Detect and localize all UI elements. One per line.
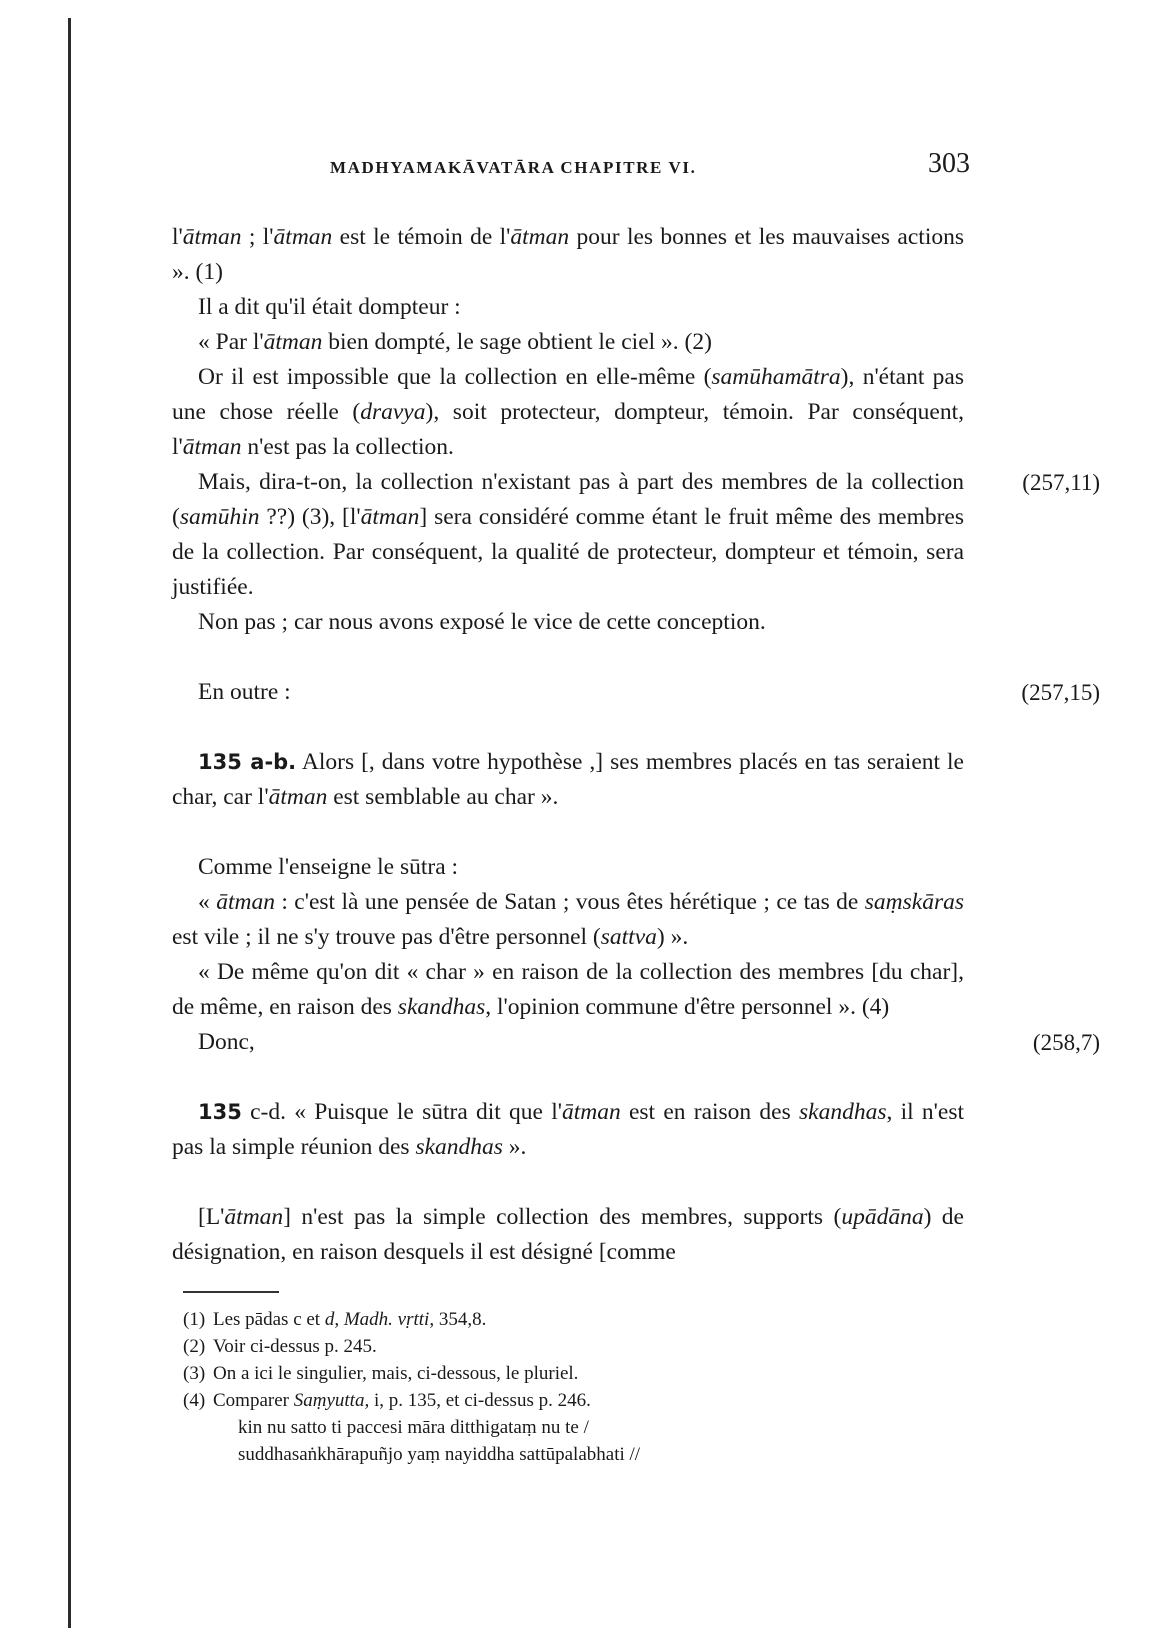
marginal-reference: (258,7) — [1032, 1030, 1100, 1055]
paragraph: Or il est impossible que la collection en elle-même (samūhamātra), n'étant pas une chose réelle (dravya), soit protecteur, dompteur, témoin. Par conséquent, l'ātman n'est pas la collection. — [172, 364, 964, 460]
binding-edge — [68, 18, 71, 1628]
verse-paragraph: 135 c-d. « Puisque le sūtra dit que l'ātman est en raison des skandhas, il n'est pas la simple réunion des skandhas ». — [172, 1099, 964, 1160]
footnote: (3) On a ici le singulier, mais, ci-dessous, le pluriel. — [183, 1360, 883, 1387]
page-header — [330, 148, 970, 179]
running-title: MADHYAMAKĀVATĀRA CHAPITRE VI. — [330, 158, 697, 177]
footnote-marker: (4) — [183, 1390, 206, 1411]
footnote: (4) Comparer Saṃyutta, i, p. 135, et ci-dessus p. 246. — [183, 1387, 883, 1414]
paragraph: (257,15) En outre : — [172, 675, 964, 710]
paragraph: « ātman : c'est là une pensée de Satan ; vous êtes hérétique ; ce tas de saṃskāras est vile ; il ne s'y trouve pas d'être personnel (sattva) ». — [172, 889, 965, 950]
paragraph: « Par l'ātman bien dompté, le sage obtient le ciel ». (2) — [198, 329, 712, 355]
footnotes — [183, 1306, 883, 1468]
paragraph: (257,11) Mais, dira-t-on, la collection n'existant pas à part des membres de la collection (samūhin ??) (3), [l'ātman] sera considéré comme étant le fruit même des membres de la collection. Par conséquent, la qualité de protecteur, dompteur et témoin, sera justifiée. — [172, 465, 964, 605]
page-number: 303 — [928, 148, 970, 179]
footnote: (2) Voir ci-dessus p. 245. — [183, 1333, 883, 1360]
footnote-verse-line: suddhasaṅkhārapuñjo yaṃ nayiddha sattūpalabhati // — [238, 1444, 641, 1465]
paragraph: l'ātman ; l'ātman est le témoin de l'ātman pour les bonnes et les mauvaises actions ». (1) — [172, 224, 964, 285]
paragraph: Non pas ; car nous avons exposé le vice de cette conception. — [198, 609, 766, 635]
marginal-reference: (257,15) — [1021, 680, 1100, 705]
footnote-verse-line: kin nu satto ti paccesi māra ditthigataṃ nu te / — [238, 1417, 589, 1438]
footnote: (1) Les pādas c et d, Madh. vṛtti, 354,8. — [183, 1306, 883, 1333]
main-text — [172, 220, 1100, 1270]
paragraph: Comme l'enseigne le sūtra : — [198, 854, 459, 880]
marginal-reference: (257,11) — [1022, 470, 1100, 495]
footnote-separator — [183, 1291, 279, 1293]
verse-number: 135 — [198, 1100, 242, 1124]
footnote-marker: (3) — [183, 1363, 206, 1384]
paragraph: [L'ātman] n'est pas la simple collection des membres, supports (upādāna) de désignation, en raison desquels il est désigné [comme — [172, 1204, 964, 1265]
paragraph: « De même qu'on dit « char » en raison de la collection des membres [du char], de même, en raison des skandhas, l'opinion commune d'être personnel ». (4) — [172, 959, 964, 1020]
footnote-marker: (2) — [183, 1336, 206, 1357]
verse-number: 135 a-b. — [198, 750, 297, 774]
footnote-marker: (1) — [183, 1309, 206, 1330]
paragraph: Il a dit qu'il était dompteur : — [198, 294, 461, 320]
paragraph: (258,7) Donc, — [172, 1025, 964, 1060]
verse-paragraph: 135 a-b. Alors [, dans votre hypothèse ,] ses membres placés en tas seraient le char, car l'ātman est semblable au char ». — [172, 749, 964, 810]
